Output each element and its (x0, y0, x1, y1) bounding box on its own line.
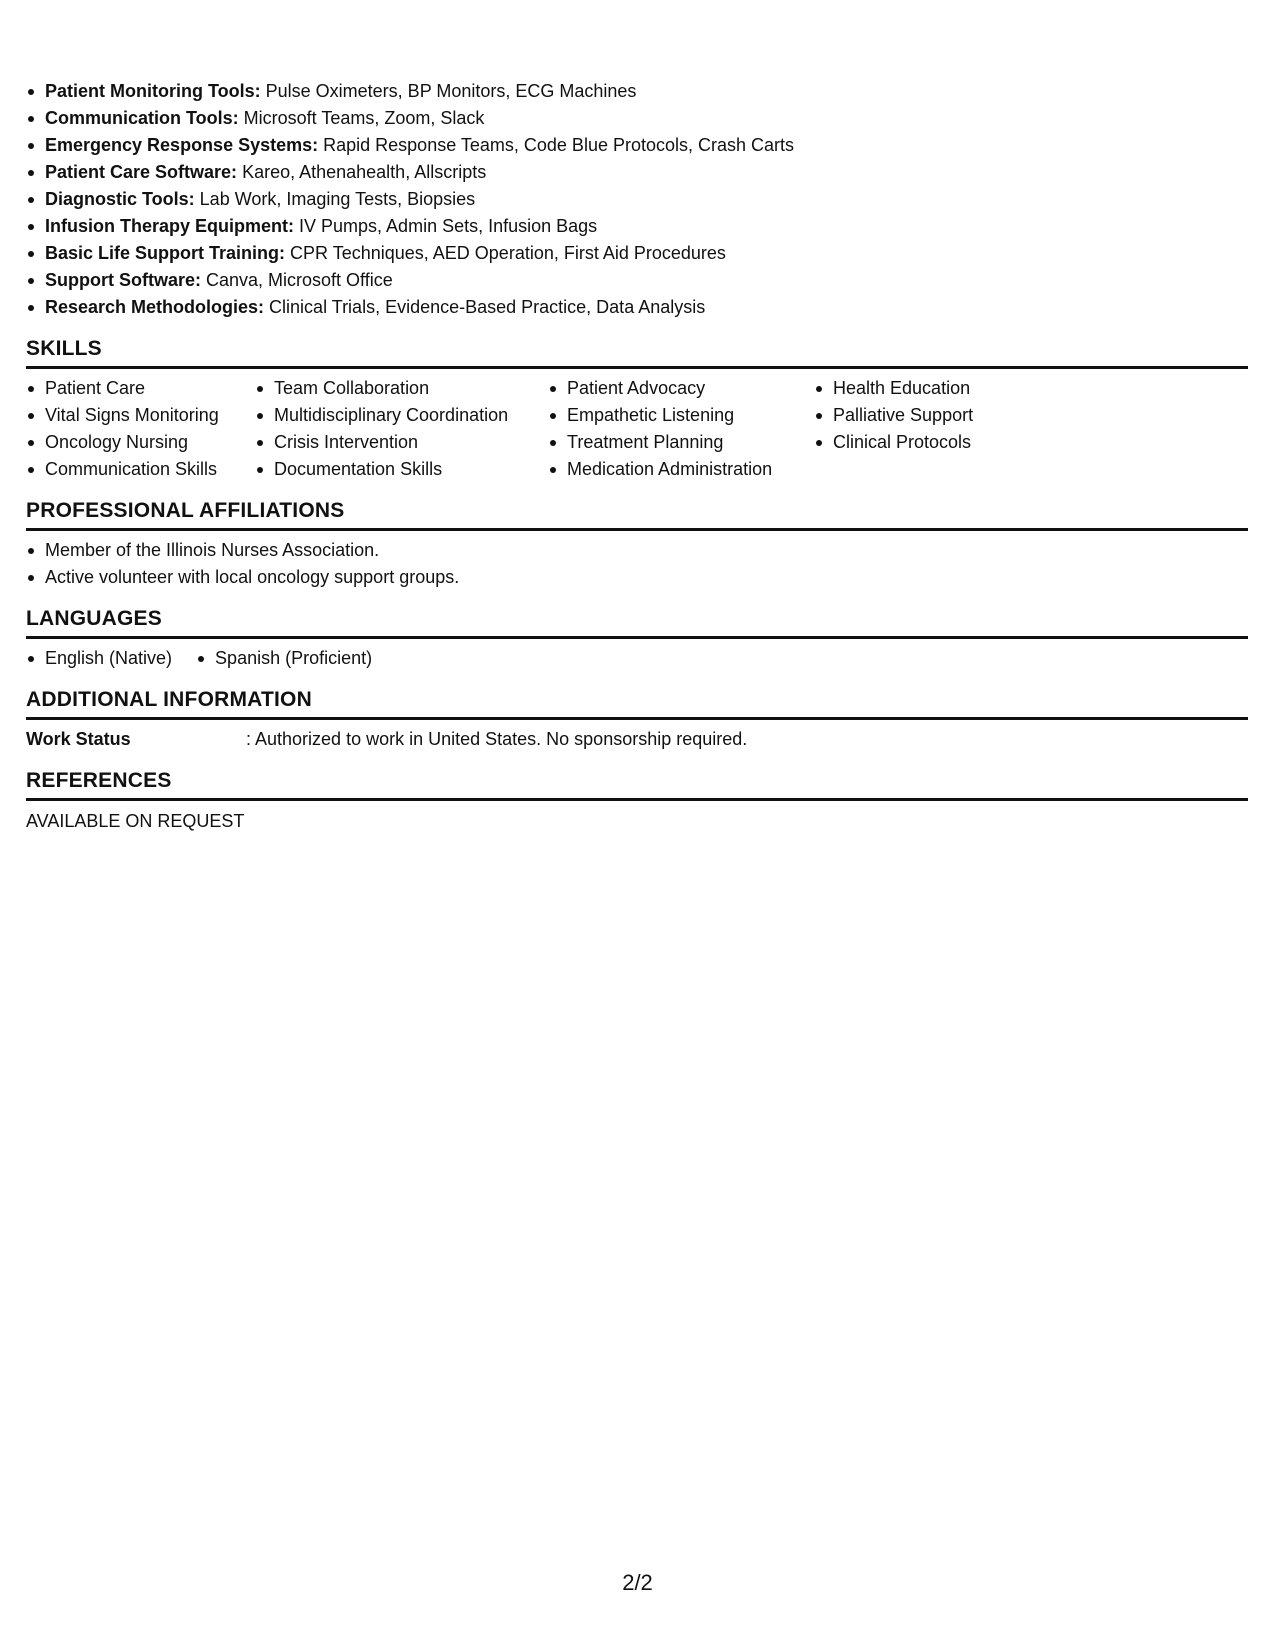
tool-item: Research Methodologies: Clinical Trials, Evidence-Based Practice, Data Analysis (26, 294, 1248, 321)
tool-item: Patient Monitoring Tools: Pulse Oximeters, BP Monitors, ECG Machines (26, 78, 1248, 105)
skill-item: Patient Care (26, 375, 255, 402)
skill-item: Palliative Support (814, 402, 1074, 429)
skill-item: Clinical Protocols (814, 429, 1074, 456)
language-item: English (Native) (26, 645, 172, 672)
tool-item: Support Software: Canva, Microsoft Office (26, 267, 1248, 294)
affiliations-list (26, 531, 1248, 591)
languages-section (26, 605, 1248, 672)
skills-section (26, 335, 1248, 483)
skills-column (814, 375, 1074, 483)
work-status-row (26, 720, 1248, 753)
tool-item: Diagnostic Tools: Lab Work, Imaging Tests, Biopsies (26, 186, 1248, 213)
skill-item: Multidisciplinary Coordination (255, 402, 548, 429)
work-status-label: Work Status (26, 729, 131, 749)
skill-item: Patient Advocacy (548, 375, 814, 402)
references-section (26, 767, 1248, 835)
skill-item: Communication Skills (26, 456, 255, 483)
skills-column (548, 375, 814, 483)
affiliation-item: Active volunteer with local oncology support groups. (26, 564, 1248, 591)
tool-item: Patient Care Software: Kareo, Athenahealth, Allscripts (26, 159, 1248, 186)
skills-grid (26, 369, 1248, 483)
skills-column (255, 375, 548, 483)
languages-list (26, 639, 1248, 672)
skill-item: Treatment Planning (548, 429, 814, 456)
skill-item: Medication Administration (548, 456, 814, 483)
skills-column (26, 375, 255, 483)
affiliations-section (26, 497, 1248, 591)
skill-item: Health Education (814, 375, 1074, 402)
section-title: PROFESSIONAL AFFILIATIONS (26, 497, 1248, 531)
tool-item: Communication Tools: Microsoft Teams, Zoom, Slack (26, 105, 1248, 132)
skill-item: Documentation Skills (255, 456, 548, 483)
references-text: AVAILABLE ON REQUEST (26, 811, 245, 831)
skill-item: Crisis Intervention (255, 429, 548, 456)
skill-item: Empathetic Listening (548, 402, 814, 429)
language-item: Spanish (Proficient) (196, 645, 372, 672)
tool-item: Emergency Response Systems: Rapid Response Teams, Code Blue Protocols, Crash Carts (26, 132, 1248, 159)
section-title: REFERENCES (26, 767, 1248, 801)
skill-item: Oncology Nursing (26, 429, 255, 456)
section-title: LANGUAGES (26, 605, 1248, 639)
resume-page (26, 78, 1248, 835)
section-title: ADDITIONAL INFORMATION (26, 686, 1248, 720)
work-status-value: : Authorized to work in United States. No sponsorship required. (246, 729, 748, 749)
additional-info-section (26, 686, 1248, 753)
tools-list (26, 78, 1248, 321)
page-number: 2/2 (622, 1570, 653, 1595)
tool-item: Basic Life Support Training: CPR Techniques, AED Operation, First Aid Procedures (26, 240, 1248, 267)
tool-item: Infusion Therapy Equipment: IV Pumps, Admin Sets, Infusion Bags (26, 213, 1248, 240)
affiliation-item: Member of the Illinois Nurses Association. (26, 537, 1248, 564)
skill-item: Vital Signs Monitoring (26, 402, 255, 429)
skill-item: Team Collaboration (255, 375, 548, 402)
section-title: SKILLS (26, 335, 1248, 369)
